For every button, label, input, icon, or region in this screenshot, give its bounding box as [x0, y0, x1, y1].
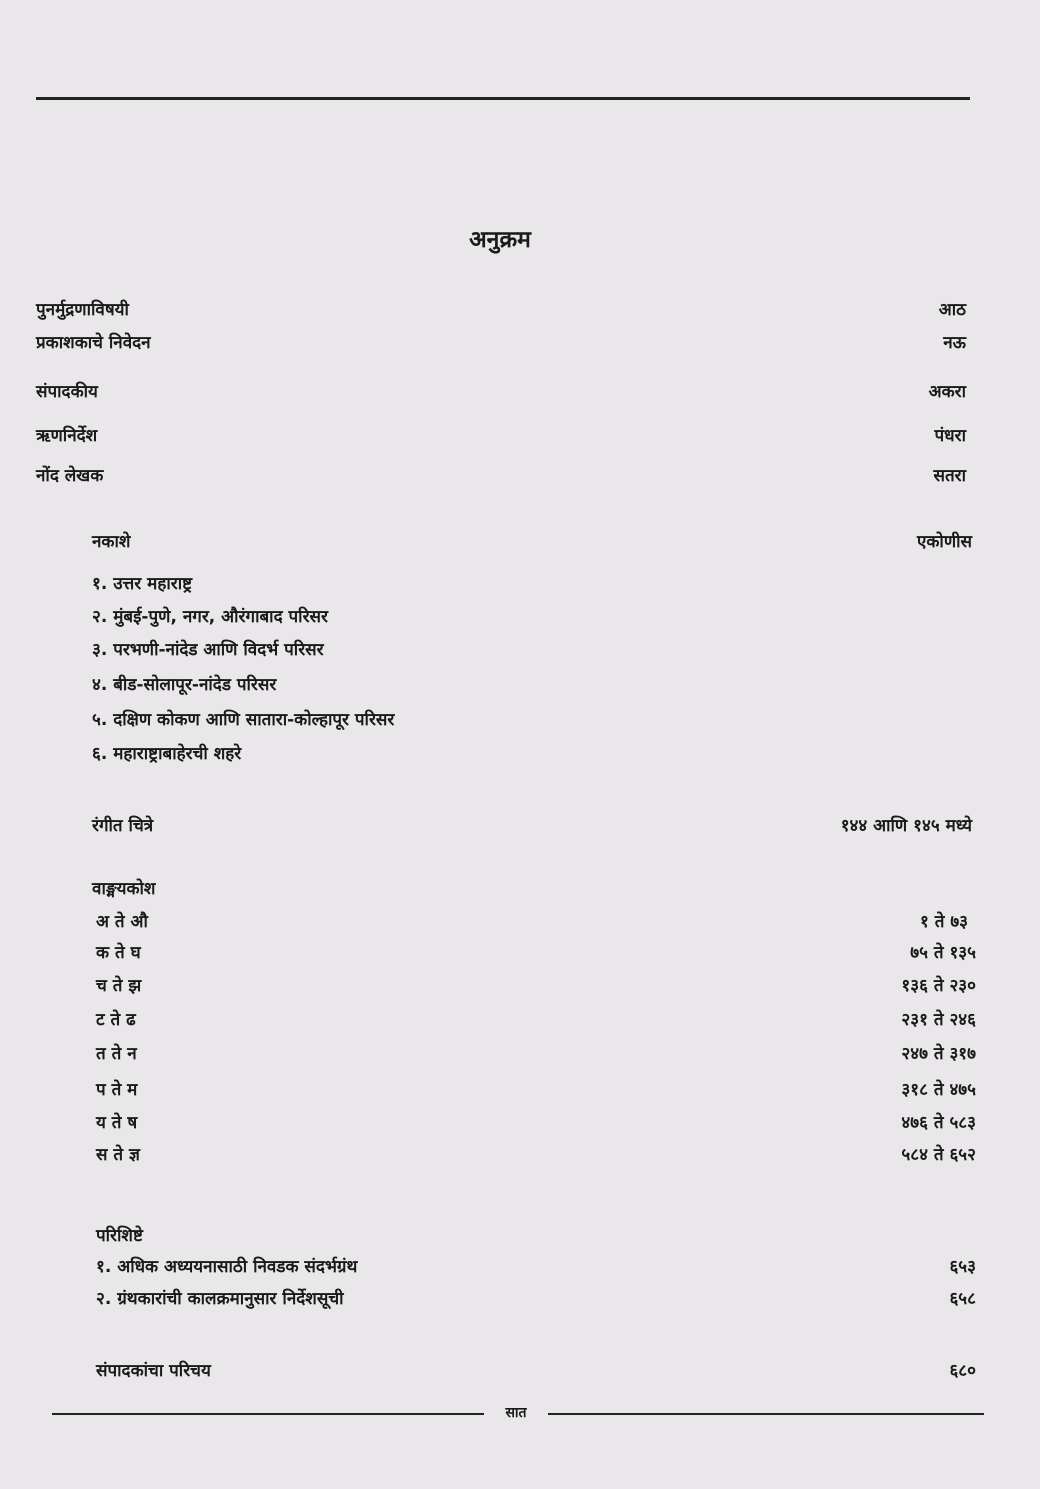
- map-item: २. मुंबई-पुणे, नगर, औरंगाबाद परिसर: [92, 607, 328, 627]
- entry-page: नऊ: [943, 333, 966, 353]
- entry-page: १ ते ७३: [919, 912, 968, 932]
- table-row: [96, 906, 968, 938]
- entry-page: आठ: [938, 300, 966, 320]
- map-item: ६. महाराष्ट्राबाहेरची शहरे: [92, 744, 242, 764]
- toc-row: [36, 294, 966, 326]
- toc-row: [36, 420, 966, 452]
- footer-rule-right: [548, 1413, 984, 1415]
- table-row: [96, 1107, 976, 1139]
- list-item: [92, 634, 692, 666]
- entry-page: ६५८: [949, 1289, 976, 1309]
- section-title: परिशिष्टे: [96, 1226, 143, 1246]
- table-row: [96, 1074, 976, 1106]
- list-item: [92, 704, 692, 736]
- section-editors: [96, 1355, 976, 1387]
- entry-title: प ते म: [96, 1080, 138, 1100]
- toc-row: [36, 376, 966, 408]
- entry-title: य ते ष: [96, 1113, 138, 1133]
- entry-page: २३१ ते २४६: [901, 1010, 976, 1030]
- entry-page: ४७६ ते ५८३: [901, 1113, 976, 1133]
- entry-page: १३६ ते २३०: [901, 976, 976, 996]
- entry-title: अ ते औ: [96, 912, 148, 932]
- table-row: [96, 970, 976, 1002]
- section-title: नकाशे: [92, 532, 131, 552]
- entry-page: २४७ ते ३१७: [901, 1044, 976, 1064]
- table-row: [96, 1038, 976, 1070]
- entry-page: ६८०: [949, 1361, 976, 1381]
- table-row: [96, 1251, 976, 1283]
- entry-page: अकरा: [928, 382, 966, 402]
- toc-row: [36, 460, 966, 492]
- entry-title: २. ग्रंथकारांची कालक्रमानुसार निर्देशसूची: [96, 1289, 344, 1309]
- top-rule: [36, 97, 970, 100]
- map-item: १. उत्तर महाराष्ट्र: [92, 574, 193, 594]
- footer-rule-left: [52, 1413, 484, 1415]
- entry-page: ६५३: [949, 1257, 976, 1277]
- entry-title: ट ते ढ: [96, 1010, 136, 1030]
- map-item: ४. बीड-सोलापूर-नांदेड परिसर: [92, 675, 277, 695]
- section-color-plates: [92, 810, 972, 842]
- table-row: [96, 1139, 976, 1171]
- entry-title: नोंद लेखक: [36, 466, 104, 486]
- entry-page: एकोणीस: [916, 532, 972, 552]
- entry-page: सतरा: [933, 466, 966, 486]
- list-item: [92, 601, 692, 633]
- entry-title: ऋणनिर्देश: [36, 426, 98, 446]
- list-item: [92, 738, 692, 770]
- page-number: सात: [505, 1405, 527, 1421]
- entry-title: पुनर्मुद्रणाविषयी: [36, 300, 129, 320]
- entry-title: त ते न: [96, 1044, 137, 1064]
- entry-title: १. अधिक अध्ययनासाठी निवडक संदर्भग्रंथ: [96, 1257, 358, 1277]
- table-row: [96, 1004, 976, 1036]
- entry-title: प्रकाशकाचे निवेदन: [36, 333, 151, 353]
- list-item: [92, 669, 692, 701]
- entry-title: संपादकीय: [36, 382, 98, 402]
- section-maps: [92, 526, 972, 558]
- table-row: [96, 937, 976, 969]
- entry-page: ७५ ते १३५: [910, 943, 976, 963]
- toc-row: [36, 327, 966, 359]
- list-item: [92, 568, 692, 600]
- page-title: अनुक्रम: [469, 227, 531, 253]
- entry-page: १४४ आणि १४५ मध्ये: [840, 816, 972, 836]
- section-title: वाङ्मयकोश: [92, 879, 156, 899]
- entry-title: संपादकांचा परिचय: [96, 1361, 211, 1381]
- entry-page: पंधरा: [934, 426, 966, 446]
- map-item: ३. परभणी-नांदेड आणि विदर्भ परिसर: [92, 640, 324, 660]
- entry-title: क ते घ: [96, 943, 141, 963]
- section-appendices: [96, 1220, 696, 1252]
- table-row: [96, 1283, 976, 1315]
- map-item: ५. दक्षिण कोकण आणि सातारा-कोल्हापूर परिसर: [92, 710, 395, 730]
- entry-page: ५८४ ते ६५२: [901, 1145, 976, 1165]
- section-encyclopedia: [92, 873, 692, 905]
- entry-title: च ते झ: [96, 976, 142, 996]
- entry-page: ३१८ ते ४७५: [901, 1080, 976, 1100]
- entry-title: स ते ज्ञ: [96, 1145, 140, 1165]
- section-title: रंगीत चित्रे: [92, 816, 154, 836]
